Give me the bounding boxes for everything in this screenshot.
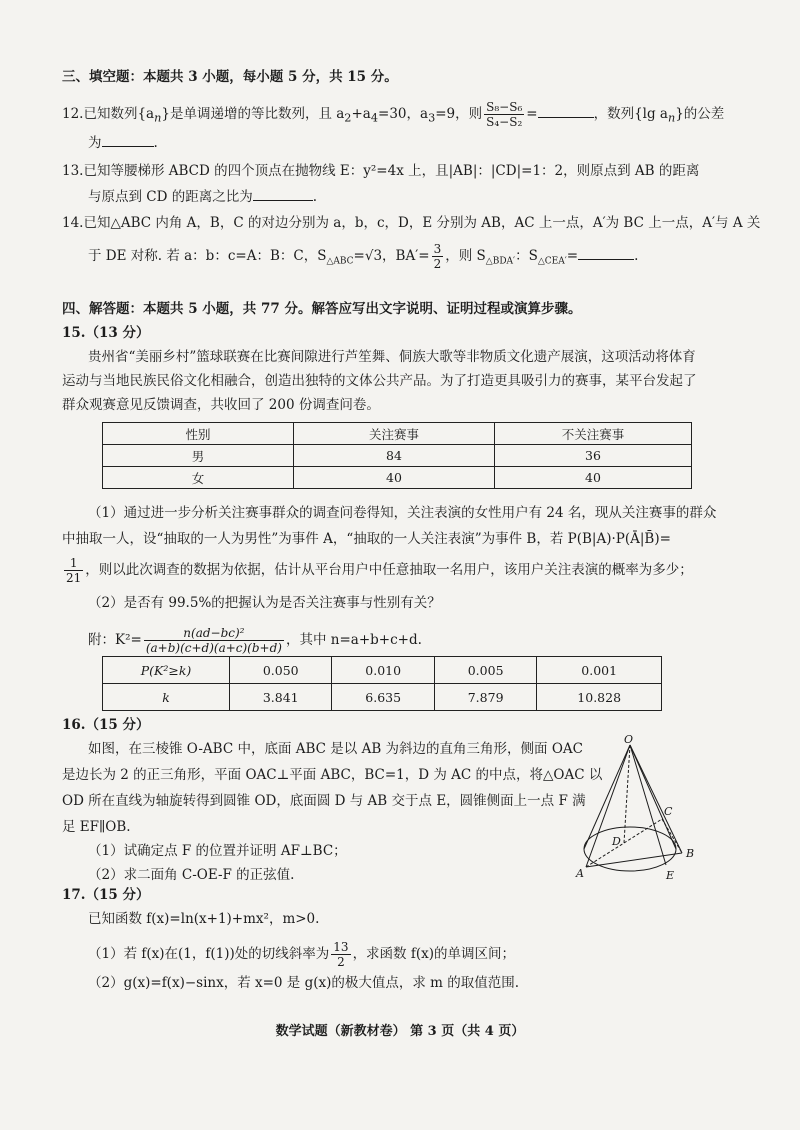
- table-cell: 0.005: [434, 657, 536, 684]
- q17-part1-a: （1）若 f(x)在(1，f(1))处的切线斜率为: [88, 946, 330, 962]
- label-D: D: [612, 835, 621, 848]
- q14-text-b: =√3，BA′=: [353, 248, 430, 264]
- label-A: A: [576, 867, 584, 880]
- edge-AC: [586, 819, 662, 867]
- label-C: C: [664, 805, 673, 818]
- q14-text-c: ，则 S: [445, 248, 486, 264]
- q14-text-d: ：S: [515, 248, 538, 264]
- table-cell: 40: [294, 467, 495, 489]
- q16-cone-figure: [570, 735, 710, 885]
- table-row: [103, 467, 692, 489]
- table-header-follow: 关注赛事: [294, 423, 495, 445]
- section-4-header: 四、解答题：本题共 5 小题，共 77 分。解答应写出文字说明、证明过程或演算步骤。: [62, 301, 582, 317]
- q14-text-a: 于 DE 对称. 若 a：b：c=A：B：C，S: [88, 248, 327, 264]
- label-B: B: [686, 847, 695, 860]
- q15-para-1: 贵州省“美丽乡村”篮球联赛在比赛间隙进行芦笙舞、侗族大歌等非物质文化遗产展演，这项活动将体育: [88, 349, 696, 365]
- question-16-title: 16.（15 分）: [62, 717, 150, 733]
- table-row: [103, 657, 662, 684]
- q16-line-4: 足 EF∥OB.: [62, 819, 131, 835]
- q15-frac-num: 1: [64, 556, 83, 571]
- table-cell: 40: [495, 467, 692, 489]
- table-cell: 7.879: [434, 684, 536, 711]
- q17-part-1: [88, 940, 515, 969]
- table-cell: 36: [495, 445, 692, 467]
- question-14-line2: 于 DE 对称. 若 a：b：c=A：B：C，$S_{\triangle ABC}=√3$，BA′= $\frac{3}{2}$ ，则 $S_{\triangle BDA'}$：$S_{\triangle CEA'}=$ .: [88, 242, 639, 271]
- q14-text-e: =: [566, 248, 579, 264]
- q12-text-g: ，数列{lg a: [593, 106, 668, 122]
- q12-frac-num: S₈−S₆: [486, 100, 523, 114]
- q15-part1-line3-text: ，则以此次调查的数据为依据，估计从平台用户中任意抽取一名用户，该用户关注表演的概率为多少；: [85, 562, 693, 578]
- q12-text-h: }的公差: [675, 106, 725, 122]
- edge-OA: [586, 745, 630, 867]
- question-13-line1: 13.已知等腰梯形 ABCD 的四个顶点在抛物线 E：y²=4x 上，且|AB|：|CD|=1：2，则原点到 AB 的距离: [62, 163, 700, 179]
- table-cell: 0.001: [537, 657, 662, 684]
- q15-formula-num: n(ad−bc)²: [144, 626, 284, 641]
- q17-frac-num: 13: [333, 940, 349, 954]
- q15-para-2: 运动与当地民族民俗文化相融合，创造出独特的文体公共产品。为了打造更具吸引力的赛事，某平台发起了: [62, 373, 697, 389]
- table-header-row: [103, 423, 692, 445]
- q14-fraction: [432, 242, 444, 271]
- q17-fraction: [331, 940, 350, 969]
- table-cell: 10.828: [537, 684, 662, 711]
- label-E: E: [666, 869, 675, 882]
- q15-formula-den: (a+b)(c+d)(a+c)(b+d): [145, 641, 282, 655]
- q15-appendix-b: ，其中 n=a+b+c+d.: [285, 632, 422, 648]
- cone-edge-right: [630, 745, 676, 849]
- q12-text-a: 12.已知数列{a: [62, 106, 155, 122]
- table-cell: 0.010: [332, 657, 434, 684]
- table-row: [103, 684, 662, 711]
- question-17-title: 17.（15 分）: [62, 887, 150, 903]
- page-footer: 数学试题（新教材卷） 第 3 页（共 4 页）: [275, 1024, 525, 1039]
- table-cell: 0.050: [230, 657, 332, 684]
- q15-frac-den: 21: [66, 571, 82, 585]
- q12-text-d: =30，a: [378, 106, 429, 122]
- q16-line-3: OD 所在直线为轴旋转得到圆锥 OD，底面圆 D 与 AB 交于点 E，圆锥侧面上一点 F 满: [62, 793, 586, 809]
- q16-line-1: 如图，在三棱锥 O-ABC 中，底面 ABC 是以 AB 为斜边的直角三角形，侧面 OAC: [88, 741, 583, 757]
- q12-fraction: [484, 100, 524, 129]
- table-cell: 3.841: [230, 684, 332, 711]
- q15-part1-line3: [62, 556, 693, 585]
- table-header-not-follow: 不关注赛事: [495, 423, 692, 445]
- q15-appendix-a: 附：K²=: [88, 632, 142, 648]
- q12-text-b: }是单调递增的等比数列，且 a: [161, 106, 345, 122]
- label-O: O: [624, 735, 634, 746]
- q12-answer-blank-2[interactable]: [102, 134, 154, 147]
- q12-text-f: =: [526, 106, 538, 122]
- q12-line2: 为: [88, 135, 102, 151]
- q15-part1-line2: 中抽取一人，设“抽取的一人为男性”为事件 A，“抽取的一人关注表演”为事件 B，若 P(B|A)·P(Ā|B̄)=: [62, 531, 671, 547]
- question-12-line1: 12.已知数列$\{a_n\}$是单调递增的等比数列，且 $a_2+a_4=30$，$a_3=9$，则 $\frac{\text{S₈−S₆}}{\text{S₄−S₂}}$ = ，数列{lg $a_n$}的公差: [62, 100, 725, 129]
- q15-para-3: 群众观赛意见反馈调查，共收回了 200 份调查问卷。: [62, 397, 380, 413]
- q17-part-2: （2）g(x)=f(x)−sinx，若 x=0 是 g(x)的极大值点，求 m 的取值范围.: [88, 975, 520, 991]
- q16-part-1: （1）试确定点 F 的位置并证明 AF⊥BC；: [88, 843, 347, 859]
- q15-part1-line1: （1）通过进一步分析关注赛事群众的调查问卷得知，关注表演的女性用户有 24 名，现从关注赛事的群众: [88, 505, 717, 521]
- table-cell: 6.635: [332, 684, 434, 711]
- cone-edge-left: [584, 745, 630, 849]
- question-12-line2: 为 .: [88, 135, 158, 151]
- table-row-label: k: [103, 684, 230, 711]
- q17-part1-b: ，求函数 f(x)的单调区间；: [352, 946, 515, 962]
- question-15-title: 15.（13 分）: [62, 325, 150, 341]
- table-row-label: P(K²≥k): [103, 657, 230, 684]
- q14-answer-blank[interactable]: [578, 247, 634, 260]
- table-cell: 女: [103, 467, 294, 489]
- edge-OE: [630, 745, 666, 865]
- q15-contingency-table: [102, 422, 692, 489]
- table-cell: 男: [103, 445, 294, 467]
- table-cell: 84: [294, 445, 495, 467]
- q12-text-e: =9，则: [435, 106, 483, 122]
- table-header-gender: 性别: [103, 423, 294, 445]
- q13-answer-blank[interactable]: [253, 188, 313, 201]
- q17-line-1: 已知函数 f(x)=ln(x+1)+mx²，m>0.: [88, 911, 320, 927]
- q15-fraction: [64, 556, 83, 585]
- q14-frac-den: 2: [433, 257, 442, 271]
- q16-part-2: （2）求二面角 C-OE-F 的正弦值.: [88, 867, 295, 883]
- q15-appendix: [88, 626, 422, 655]
- section-3-header: 三、填空题：本题共 3 小题，每小题 5 分，共 15 分。: [62, 69, 398, 85]
- q12-frac-den: S₄−S₂: [486, 115, 523, 129]
- table-row: [103, 445, 692, 467]
- q12-answer-blank-1[interactable]: [538, 105, 594, 118]
- edge-AB: [586, 853, 682, 867]
- edge-OB: [630, 745, 682, 853]
- q14-frac-num: 3: [433, 242, 442, 256]
- q15-part2: （2）是否有 99.5%的把握认为是否关注赛事与性别有关？: [88, 595, 441, 611]
- q13-line2: 与原点到 CD 的距离之比为: [88, 189, 253, 205]
- q15-critical-value-table: [102, 656, 662, 711]
- q17-frac-den: 2: [337, 955, 345, 969]
- q16-line-2: 是边长为 2 的正三角形，平面 OAC⊥平面 ABC，BC=1，D 为 AC 的中点，将△OAC 以: [62, 767, 603, 783]
- q12-text-c: +a: [351, 106, 371, 122]
- question-14-line1: 14.已知△ABC 内角 A，B，C 的对边分别为 a，b，c，D，E 分别为 AB，AC 上一点，A′为 BC 上一点，A′与 A 关: [62, 215, 761, 231]
- question-13-line2: 与原点到 CD 的距离之比为 .: [88, 189, 318, 205]
- q15-chi-square-formula: [144, 626, 284, 655]
